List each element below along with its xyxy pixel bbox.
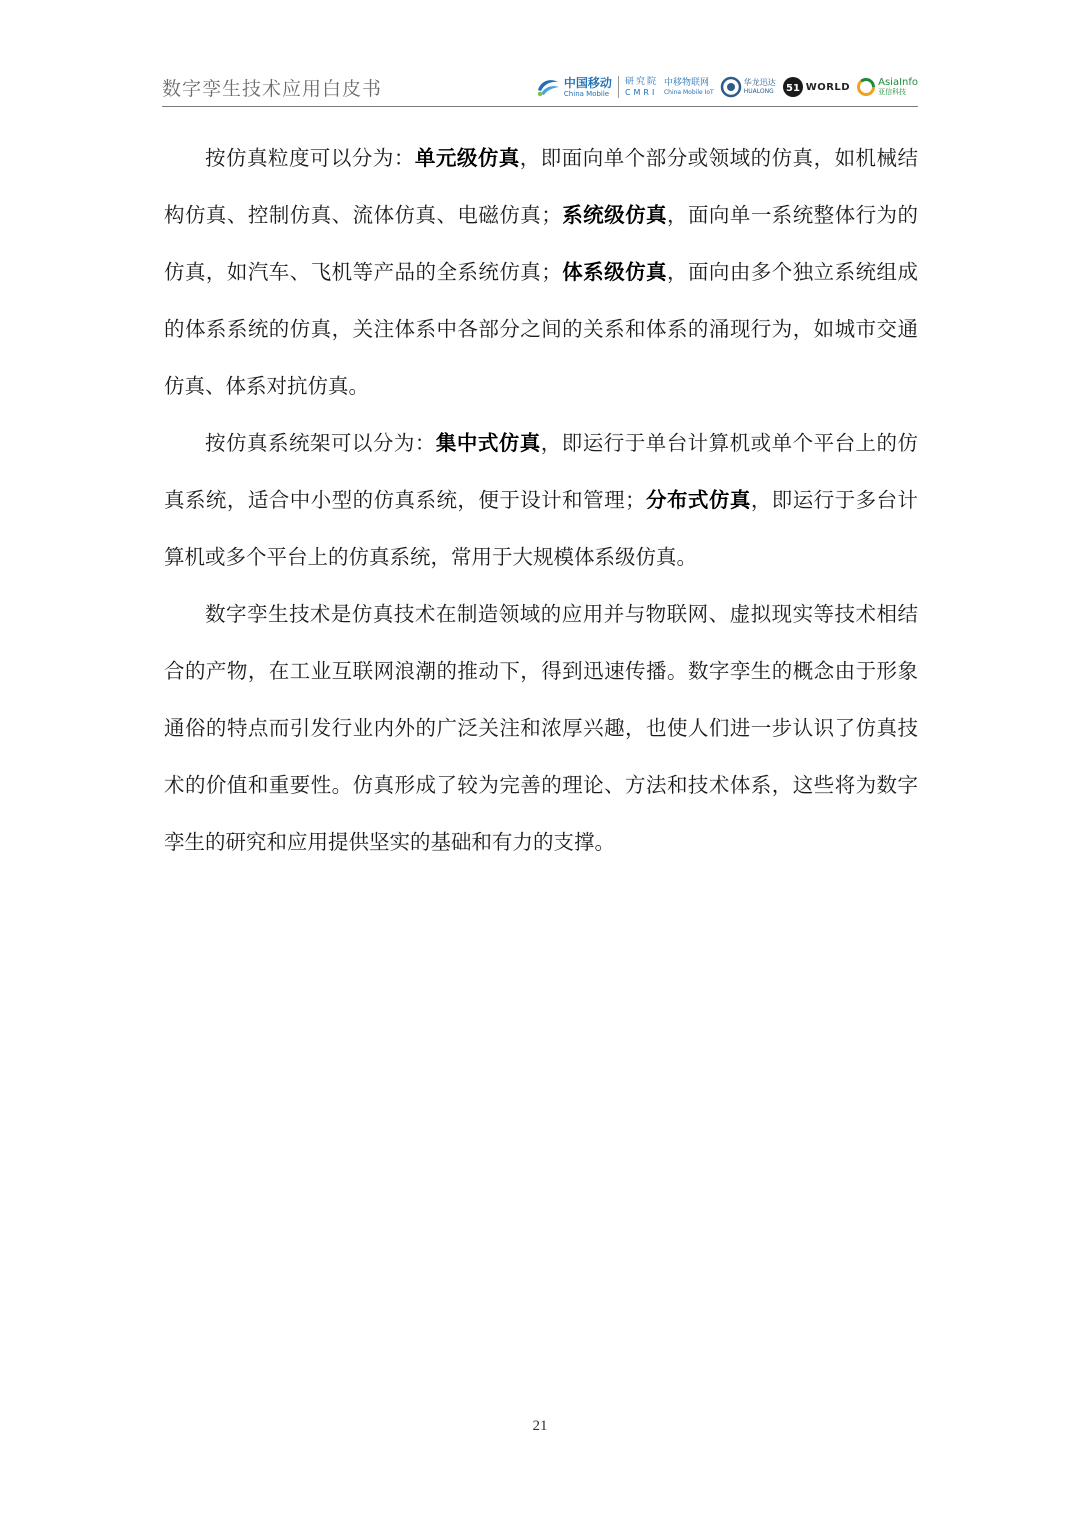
text-segment: ，面向由多个独立系统组成的体系系统的仿真，关注体系中各部分之间的关系和体系的涌现行为，如城市交通仿真、体系对抗仿真。 — [164, 260, 919, 398]
page-header — [162, 66, 918, 110]
text-segment: ，面向单一系统整体行为的仿真，如汽车、飞机等产品的全系统仿真； — [164, 203, 919, 284]
51world-badge-icon — [782, 76, 804, 98]
paragraph-simulation-architecture — [164, 415, 918, 586]
51world-logo — [782, 76, 850, 98]
page-number: 21 — [532, 1418, 548, 1434]
51world-badge-text: 51 — [785, 83, 800, 94]
bold-term: 分布式仿真 — [645, 488, 751, 512]
logo-divider — [618, 76, 619, 98]
bold-term: 单元级仿真 — [414, 146, 520, 170]
asiainfo-cn: 亚信科技 — [878, 88, 907, 96]
asiainfo-logo — [856, 77, 918, 97]
text-segment: ，即面向单个部分或领域的仿真，如机械结构仿真、控制仿真、流体仿真、电磁仿真； — [164, 146, 919, 227]
paragraph-simulation-granularity — [164, 130, 918, 415]
51world-text: WORLD — [805, 81, 851, 93]
bold-term: 体系级仿真 — [561, 260, 667, 284]
china-mobile-en: China Mobile — [563, 89, 610, 98]
china-mobile-cn: 中国移动 — [563, 75, 612, 90]
china-mobile-icon — [535, 76, 561, 98]
text-segment: 按仿真系统架可以分为： — [205, 431, 436, 455]
hualong-logo — [720, 76, 776, 98]
asiainfo-icon — [856, 77, 876, 97]
china-mobile-logo — [535, 76, 612, 98]
cmri-en: CMRI — [624, 87, 658, 97]
header-divider — [162, 106, 918, 107]
iot-en: China Mobile IoT — [663, 88, 714, 96]
asiainfo-en: AsiaInfo — [878, 77, 918, 88]
cmri-logo — [625, 78, 658, 97]
text-segment: ，即运行于单台计算机或单个平台上的仿真系统，适合中小型的仿真系统，便于设计和管理； — [164, 431, 919, 512]
hualong-icon — [720, 76, 742, 98]
paragraph-digital-twin — [164, 586, 918, 871]
text-segment: 按仿真粒度可以分为： — [205, 146, 415, 170]
bold-term: 集中式仿真 — [435, 431, 541, 455]
body-content — [164, 130, 918, 871]
iot-cn: 中移物联网 — [663, 77, 709, 88]
cmri-cn: 研究院 — [624, 76, 658, 87]
partner-logos — [535, 72, 918, 102]
hualong-cn: 华龙迅达 — [743, 78, 776, 87]
hualong-en: HUALONG — [743, 88, 774, 95]
bold-term: 系统级仿真 — [561, 203, 667, 227]
document-title: 数字孪生技术应用白皮书 — [162, 78, 383, 100]
text-segment: 数字孪生技术是仿真技术在制造领域的应用并与物联网、虚拟现实等技术相结合的产物，在工业互联网浪潮的推动下，得到迅速传播。数字孪生的概念由于形象通俗的特点而引发行业内外的广泛关注和浓厚兴趣，也使人们进一步认识了仿真技术的价值和重要性。仿真形成了较为完善的理论、方法和技术体系，这些将为数字孪生的研究和应用提供坚实的基础和有力的支撑。 — [164, 602, 918, 854]
text-segment: ，即运行于多台计算机或多个平台上的仿真系统，常用于大规模体系级仿真。 — [164, 488, 919, 569]
iot-logo — [664, 79, 714, 96]
